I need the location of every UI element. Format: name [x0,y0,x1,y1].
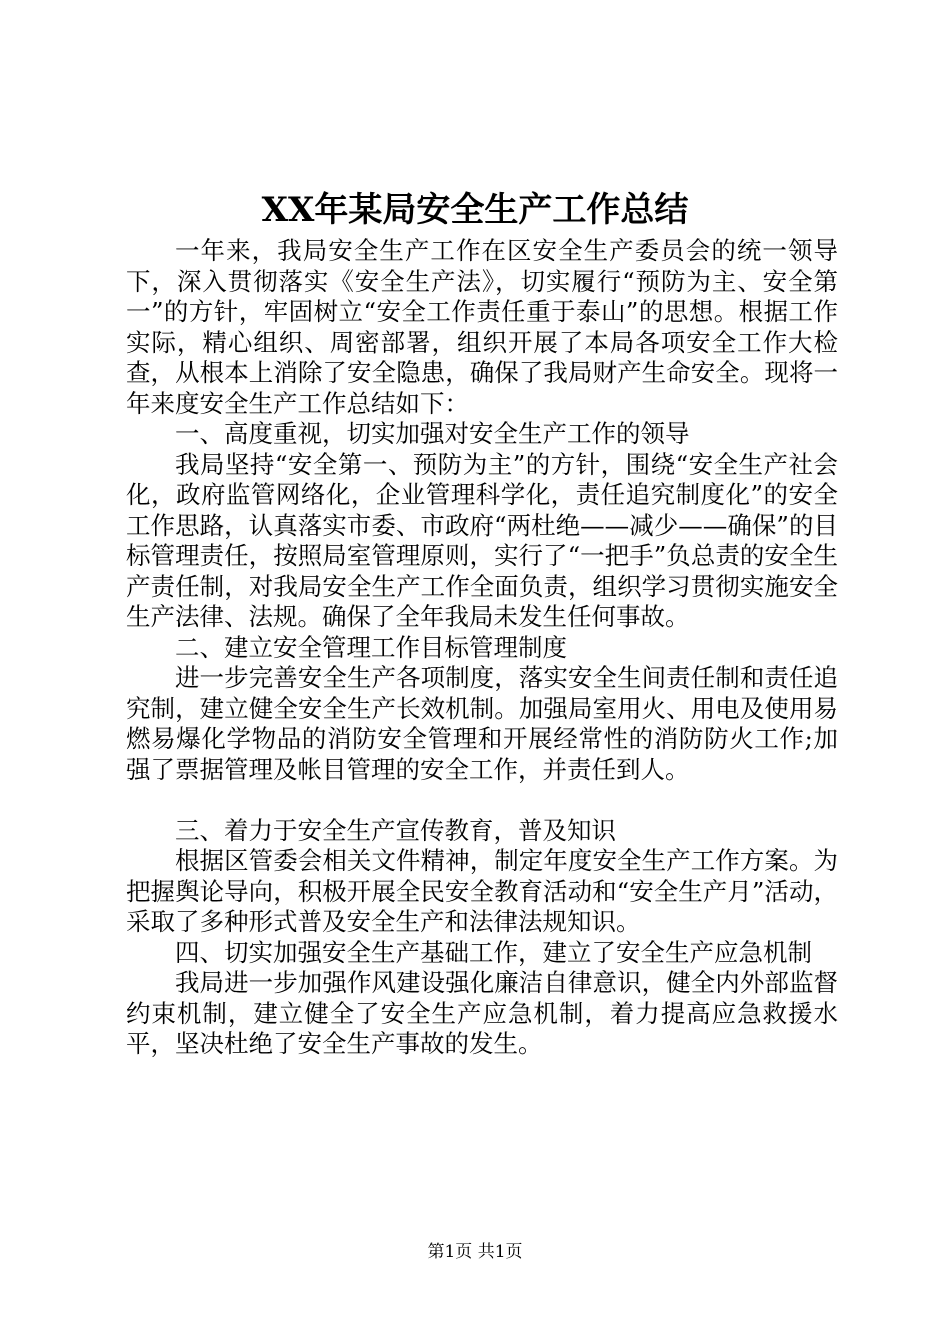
section-3-body: 根据区管委会相关文件精神，制定年度安全生产工作方案。为把握舆论导向，积极开展全民安全教育活动和“安全生产月”活动，采取了多种形式普及安全生产和法律法规知识。 [126,846,838,936]
intro-paragraph: 一年来，我局安全生产工作在区安全生产委员会的统一领导下，深入贯彻落实《安全生产法》，切实履行“预防为主、安全第一”的方针，牢固树立“安全工作责任重于泰山”的思想。根据工作实际，精心组织、周密部署，组织开展了本局各项安全工作大检查，从根本上消除了安全隐患，确保了我局财产生命安全。现将一年来度安全生产工作总结如下： [126,236,838,418]
section-4-body: 我局进一步加强作风建设强化廉洁自律意识，健全内外部监督约束机制，建立健全了安全生产应急机制，着力提高应急救援水平，坚决杜绝了安全生产事故的发生。 [126,968,838,1058]
document-title: XX年某局安全生产工作总结 [261,190,689,230]
document-body [126,236,838,1060]
section-2-heading: 二、建立安全管理工作目标管理制度 [175,632,567,662]
page-number-footer: 第1页 共1页 [427,1242,523,1262]
section-1-body: 我局坚持“安全第一、预防为主”的方针，围绕“安全生产社会化，政府监管网络化，企业管理科学化，责任追究制度化”的安全工作思路，认真落实市委、市政府“两杜绝——减少——确保”的目标管理责任，按照局室管理原则，实行了“一把手”负总责的安全生产责任制，对我局安全生产工作全面负责，组织学习贯彻实施安全生产法律、法规。确保了全年我局未发生任何事故。 [126,449,838,631]
paragraph-gap [126,785,838,816]
section-4-heading: 四、切实加强安全生产基础工作，建立了安全生产应急机制 [175,937,812,967]
section-1-heading: 一、高度重视，切实加强对安全生产工作的领导 [175,419,690,448]
section-3-heading: 三、着力于安全生产宣传教育，普及知识 [175,815,616,845]
section-2-body: 进一步完善安全生产各项制度，落实安全生间责任制和责任追究制，建立健全安全生产长效机制。加强局室用火、用电及使用易燃易爆化学物品的消防安全管理和开展经常性的消防防火工作;加强了票据管理及帐目管理的安全工作，并责任到人。 [126,663,838,784]
